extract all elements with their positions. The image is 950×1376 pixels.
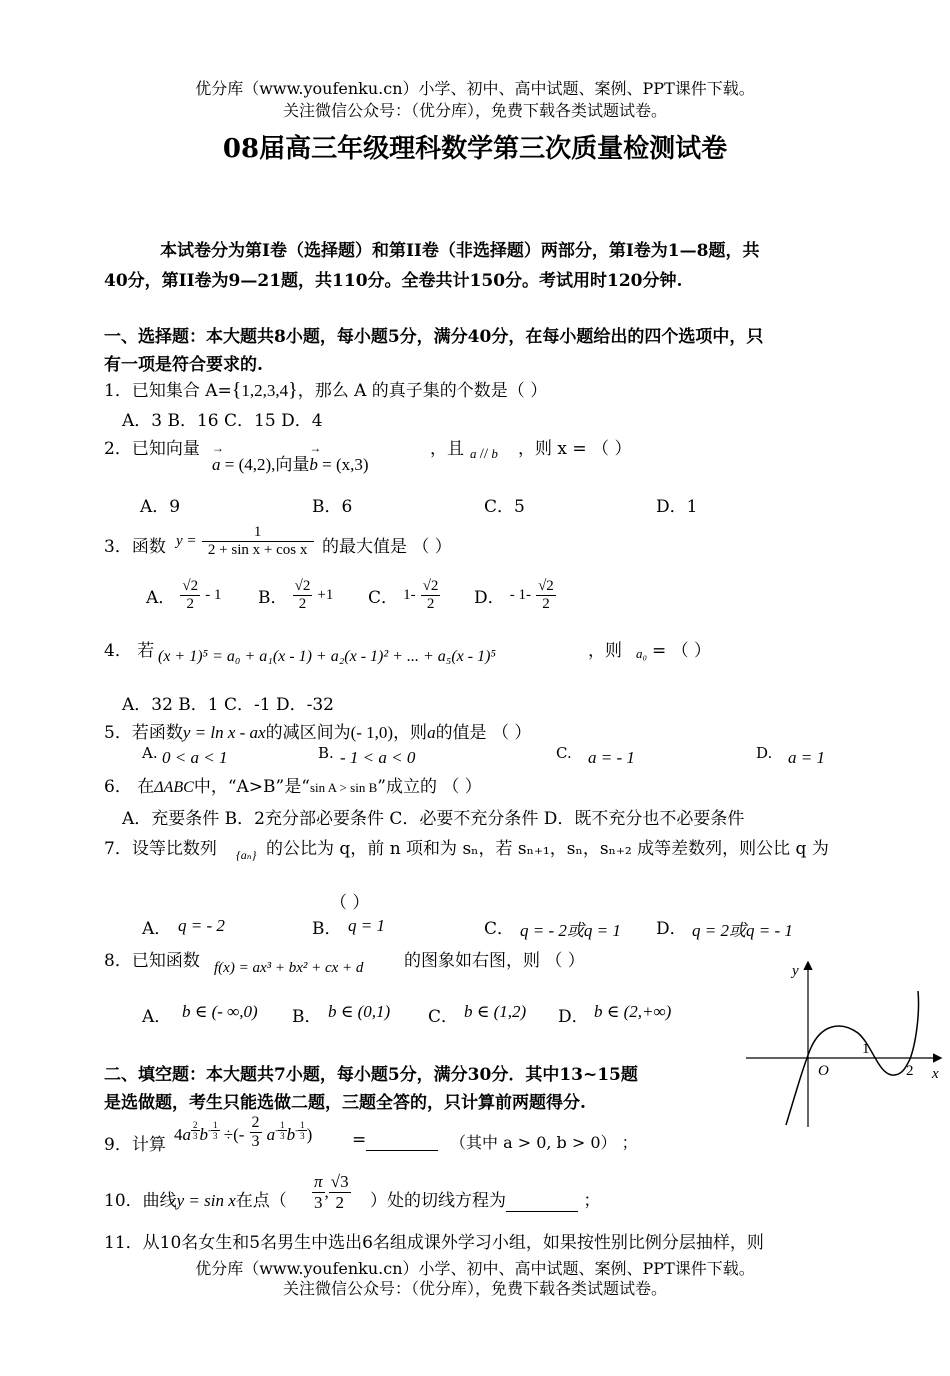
footer-line-1: 优分库（www.youfenku.cn）小学、初中、高中试题、案例、PPT课件下载。: [195, 1259, 755, 1278]
graph-origin-label: O: [818, 1063, 829, 1079]
q7-option-d-label: D．: [656, 919, 687, 939]
q3-option-c: C． 1- $\frac{√2}{2}$: [368, 578, 439, 612]
q2-stem: 2．已知向量: [104, 439, 200, 459]
q7-stem: 7．设等比数列: [104, 839, 217, 859]
q8-option-b: b ∈ (0,1): [328, 1002, 391, 1021]
q7-option-b: q = 1: [348, 916, 385, 935]
q8-option-d: b ∈ (2,+∞): [594, 1002, 672, 1021]
q7-sequence: {aₙ}: [236, 848, 257, 862]
q9-expression: 4a $^{\frac{2}{3}}$ $b^{- \frac{1}{3}}$ ÷(- $\frac{2}{3}$ $a^{- \frac{1}{3}}$ $b^{- \frac{1}{3}}$ ): [174, 1114, 313, 1150]
q5-option-b: - 1 < a < 0: [340, 748, 416, 767]
q8-option-d-label: D．: [558, 1007, 589, 1027]
q5-option-d: a = 1: [788, 748, 825, 767]
q1-options: A．3 B．16 C．15 D．4: [122, 411, 323, 431]
q8-option-a-label: A．: [142, 1007, 172, 1027]
q5-option-d-label: D.: [756, 744, 773, 762]
q1-stem: 1．已知集合 A=: [104, 381, 232, 401]
intro-line-2: 40分，第II卷为9—21题，共110分。全卷共计150分。考试用时120分钟.: [104, 271, 683, 291]
section1-heading-2: 有一项是符合要求的.: [104, 355, 263, 375]
q2-option-a: A．9: [140, 497, 181, 517]
q4-stem: 4． 若: [104, 641, 155, 661]
q7-option-d: q = 2或q = - 1: [692, 921, 793, 940]
q5-option-c: a = - 1: [588, 748, 635, 767]
q7-paren: （ ）: [330, 893, 370, 913]
header-line-2: 关注微信公众号：（优分库），免费下载各类试题试卷。: [282, 101, 667, 120]
q8-function: f(x) = ax³ + bx² + cx + d: [214, 960, 364, 976]
q4-options: A．32 B．1 C．-1 D．-32: [122, 695, 335, 715]
question-1: 1．已知集合 A={1,2,3,4}，那么 A 的真子集的个数是（ ）: [104, 379, 548, 401]
q10-stem: 10．曲线y = sin x在点（: [104, 1191, 287, 1211]
q1-tail: ，那么 A 的真子集的个数是（ ）: [297, 381, 548, 401]
q3-function: y = $\frac{1}{\text{2 + sin x + cos x}}$: [176, 524, 314, 559]
question-6: 6． 在ΔABC中，“A>B”是“sin A > sin B”成立的 （ ）: [104, 777, 482, 797]
q4-expansion: (x + 1)⁵ = a₀ + a₁(x - 1) + a₂(x - 1)² + ... + a₅(x - 1)⁵: [158, 648, 496, 665]
q7-option-c-label: C．: [484, 919, 515, 939]
q4-tail: ，则: [588, 641, 622, 661]
q10-tail: ）处的切线方程为 ；: [370, 1191, 601, 1211]
q1-set: 1,2,3,4: [241, 381, 289, 400]
graph-tick-2: 2: [906, 1063, 914, 1079]
q9-equals: =: [352, 1130, 438, 1151]
page-title: 08届高三年级理科数学第三次质量检测试卷: [222, 134, 728, 164]
graph-x-label: x: [932, 1066, 939, 1082]
q8-tail: 的图象如右图，则 （ ）: [404, 951, 585, 971]
q3-option-a: A． $\frac{√2}{2}$ - 1: [146, 578, 222, 612]
question-5: 5．若函数y = ln x - ax的减区间为(- 1,0)，则a的值是 （ ）: [104, 723, 532, 743]
q8-option-b-label: B．: [292, 1007, 322, 1027]
q3-stem: 3．函数: [104, 537, 166, 557]
section2-heading: 二、填空题：本大题共7小题，每小题5分，满分30分．其中13~15题: [104, 1065, 638, 1085]
q2-option-b: B．6: [312, 497, 353, 517]
q5-option-c-label: C.: [556, 744, 572, 762]
q2-vector-a: a → = (4,2),向量b → = (x,3): [212, 441, 369, 474]
q2-parallel: a // b: [470, 446, 498, 462]
q10-point: $\frac{\pi}{3}$ , $\frac{√3}{2}$: [314, 1172, 349, 1212]
q3-option-b: B． $\frac{√2}{2}$ +1: [258, 578, 334, 612]
q6-options: A．充要条件 B．2充分部必要条件 C．必要不充分条件 D．既不充分也不必要条件: [122, 809, 745, 829]
q5-option-b-label: B.: [318, 744, 334, 762]
q7-option-c: q = - 2或q = 1: [520, 921, 621, 940]
q9-stem: 9．计算: [104, 1135, 166, 1155]
q7-option-a: q = - 2: [178, 916, 225, 935]
q7-middle: 的公比为 q，前 n 项和为 sₙ，若 sₙ₊₁，sₙ，sₙ₊₂ 成等差数列，则公比 q 为: [266, 839, 829, 859]
question-2: [104, 434, 200, 459]
graph-tick-1: 1: [862, 1041, 870, 1057]
q11-stem: 11．从10名女生和5名男生中选出6名组成课外学习小组，如果按性别比例分层抽样，则: [104, 1233, 764, 1253]
header-line-1: 优分库（www.youfenku.cn）小学、初中、高中试题、案例、PPT课件下载。: [195, 79, 755, 98]
q5-option-a-label: A.: [142, 744, 158, 762]
q7-option-a-label: A．: [142, 919, 172, 939]
q8-stem: 8．已知函数: [104, 951, 200, 971]
footer-line-2: 关注微信公众号：（优分库），免费下载各类试题试卷。: [282, 1279, 667, 1298]
q2-tail-2: ，则 x = （ ）: [518, 439, 632, 459]
cubic-function-graph: [740, 955, 945, 1130]
q2-option-d: D．1: [656, 497, 698, 517]
section2-heading-2: 是选做题，考生只能选做二题，三题全答的，只计算前两题得分.: [104, 1093, 586, 1113]
q8-option-c: b ∈ (1,2): [464, 1002, 527, 1021]
q7-option-b-label: B．: [312, 919, 342, 939]
q3-option-d: D． - 1- $\frac{√2}{2}$: [474, 578, 554, 612]
graph-y-label: y: [792, 963, 799, 979]
q8-option-a: b ∈ (- ∞,0): [182, 1002, 258, 1021]
q4-a0: a₀: [636, 646, 648, 661]
section1-heading: 一、选择题：本大题共8小题，每小题5分，满分40分，在每小题给出的四个选项中，只: [104, 327, 764, 347]
intro-line-1: 本试卷分为第I卷（选择题）和第II卷（非选择题）两部分，第I卷为1—8题，共: [160, 241, 760, 261]
q2-option-c: C．5: [484, 497, 525, 517]
q3-tail: 的最大值是 （ ）: [322, 537, 452, 557]
q9-condition: （其中 a > 0, b > 0） ；: [450, 1133, 638, 1152]
q2-tail: ，且: [430, 439, 464, 459]
q8-option-c-label: C．: [428, 1007, 459, 1027]
q4-tail-2: = （ ）: [652, 641, 712, 661]
q5-option-a: 0 < a < 1: [162, 748, 228, 767]
